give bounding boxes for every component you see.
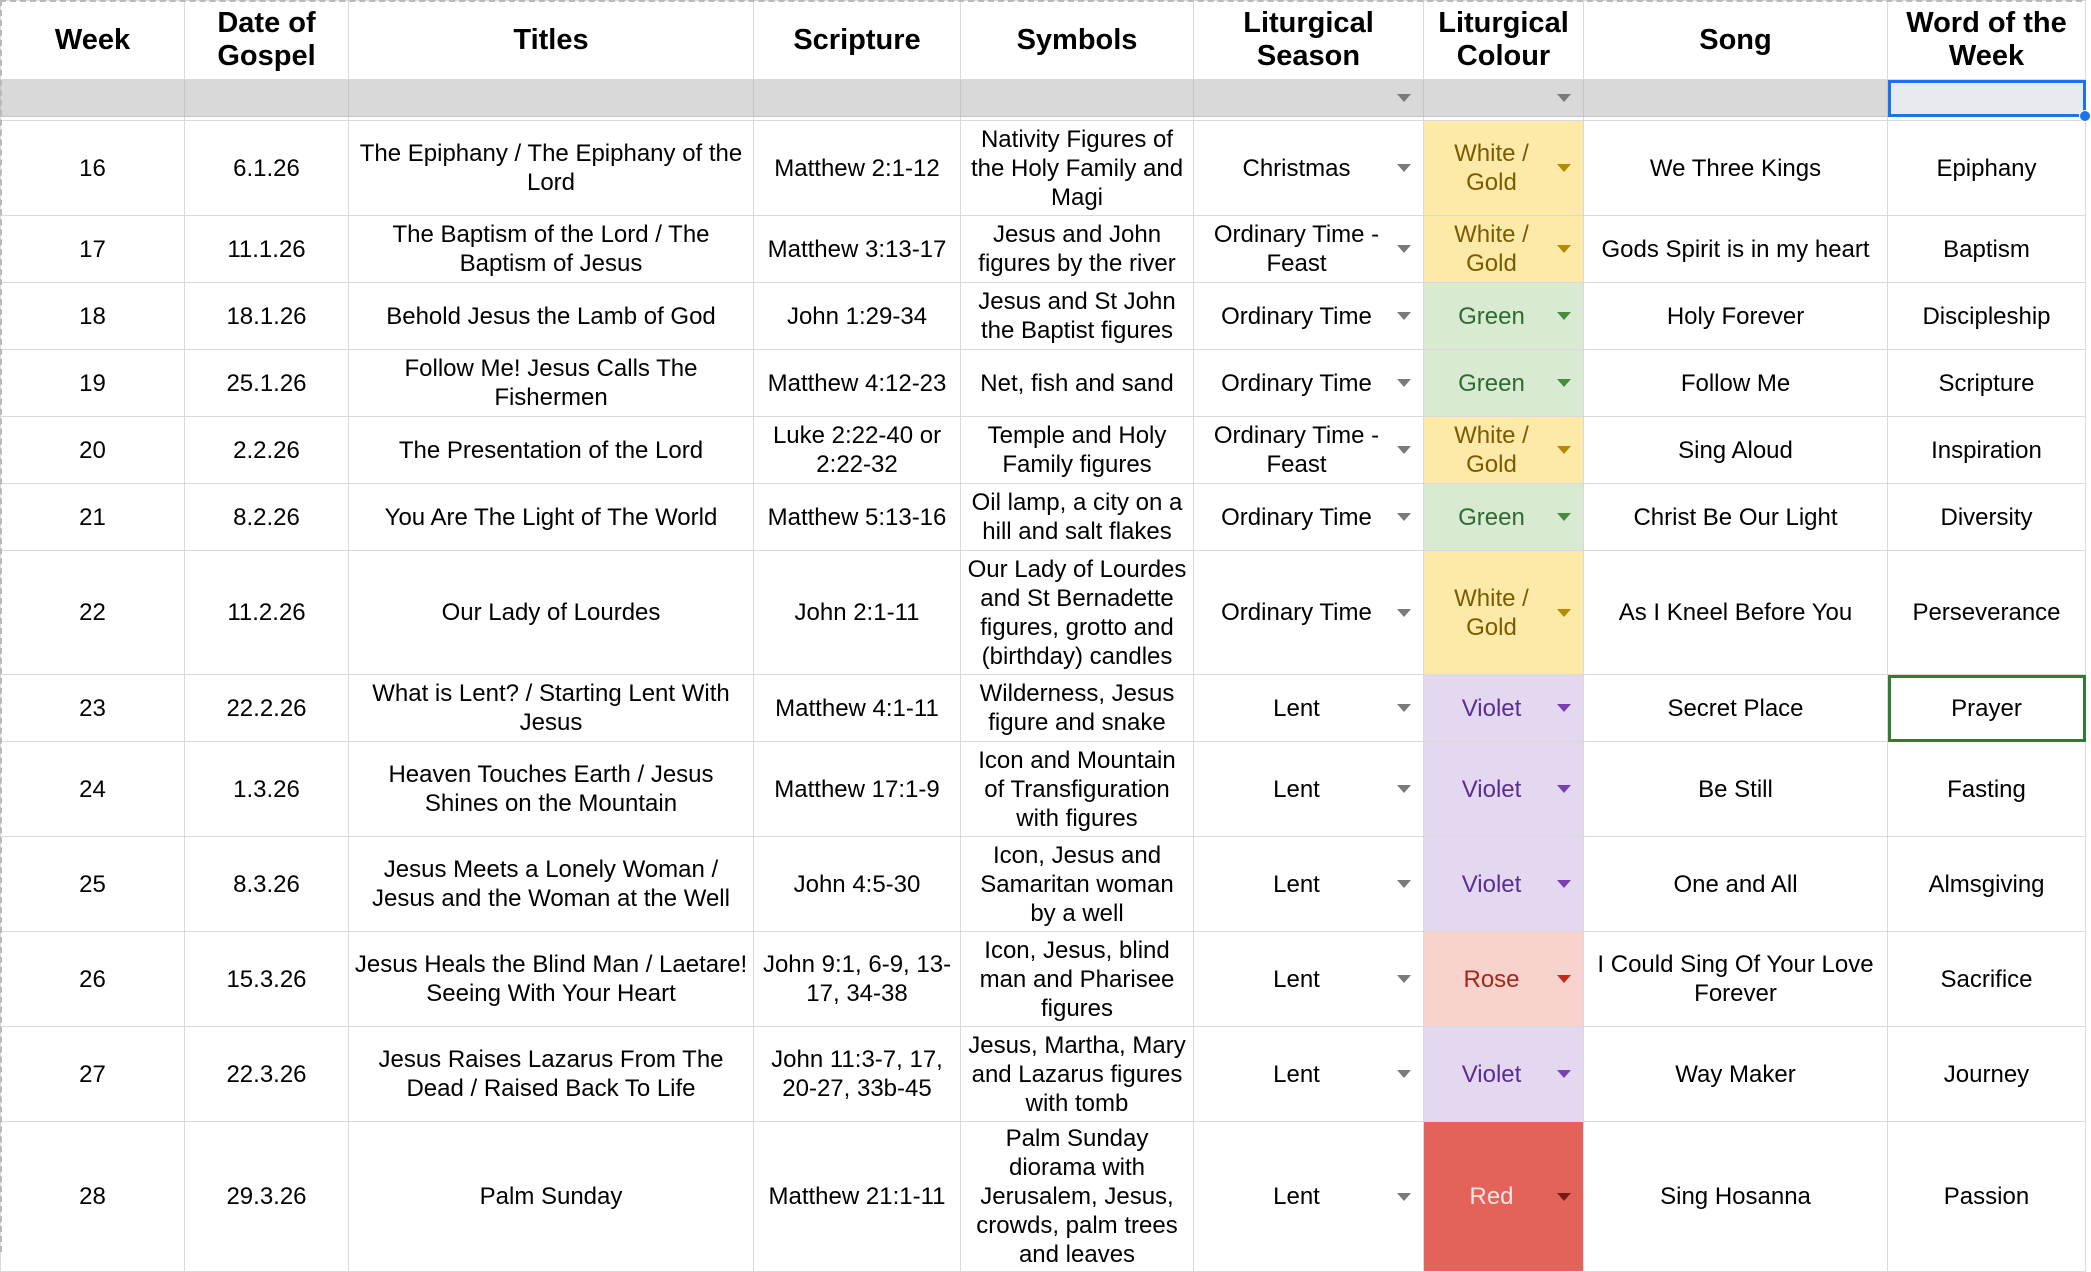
cell-season-dropdown[interactable] — [1194, 932, 1424, 1027]
cell-word[interactable]: Perseverance — [1888, 551, 2086, 675]
cell-title[interactable]: Heaven Touches Earth / Jesus Shines on the Mountain — [349, 742, 754, 837]
dropdown-caret-icon[interactable] — [1397, 1070, 1411, 1078]
cell-title[interactable]: Jesus Meets a Lonely Woman / Jesus and the Woman at the Well — [349, 837, 754, 932]
dropdown-caret-icon[interactable] — [1557, 379, 1571, 387]
cell-song[interactable]: Sing Hosanna — [1584, 1122, 1888, 1272]
cell-week[interactable]: 24 — [1, 742, 185, 837]
cell-title[interactable]: The Baptism of the Lord / The Baptism of Jesus — [349, 216, 754, 283]
cell-symbols[interactable]: Nativity Figures of the Holy Family and Magi — [961, 121, 1194, 216]
table-row — [1, 675, 2086, 742]
cell-colour-dropdown[interactable] — [1424, 121, 1584, 216]
filter-row — [1, 80, 2086, 117]
dropdown-caret-icon[interactable] — [1557, 245, 1571, 253]
header-season[interactable]: Liturgical Season — [1194, 1, 1424, 80]
cell-season-dropdown[interactable] — [1194, 551, 1424, 675]
cell-title[interactable]: Palm Sunday — [349, 1122, 754, 1272]
cell-symbols[interactable]: Oil lamp, a city on a hill and salt flakes — [961, 484, 1194, 551]
cell-week[interactable]: 16 — [1, 121, 185, 216]
cell-scripture[interactable]: John 11:3-7, 17, 20-27, 33b-45 — [754, 1027, 961, 1122]
cell-symbols[interactable]: Jesus and John figures by the river — [961, 216, 1194, 283]
cell-symbols[interactable]: Jesus, Martha, Mary and Lazarus figures with tomb — [961, 1027, 1194, 1122]
cell-colour-dropdown[interactable] — [1424, 837, 1584, 932]
cell-colour-dropdown[interactable] — [1424, 1122, 1584, 1272]
cell-week[interactable]: 18 — [1, 283, 185, 350]
cell-season-dropdown[interactable] — [1194, 484, 1424, 551]
cell-date[interactable]: 6.1.26 — [185, 121, 349, 216]
selected-cell[interactable] — [1888, 80, 2086, 117]
dropdown-caret-icon[interactable] — [1557, 446, 1571, 454]
cell-season-dropdown[interactable] — [1194, 837, 1424, 932]
colour-chip: White / Gold — [1454, 584, 1529, 641]
cell-week[interactable]: 28 — [1, 1122, 185, 1272]
cell-symbols[interactable]: Wilderness, Jesus figure and snake — [961, 675, 1194, 742]
cell-week[interactable]: 26 — [1, 932, 185, 1027]
dropdown-caret-icon[interactable] — [1397, 94, 1411, 102]
dropdown-caret-icon[interactable] — [1397, 880, 1411, 888]
colour-chip: White / Gold — [1454, 422, 1529, 478]
cell-song[interactable]: Gods Spirit is in my heart — [1584, 216, 1888, 283]
cell-title[interactable]: The Presentation of the Lord — [349, 417, 754, 484]
header-word[interactable]: Word of the Week — [1888, 1, 2086, 80]
cell-date[interactable]: 2.2.26 — [185, 417, 349, 484]
table-row — [1, 837, 2086, 932]
dropdown-caret-icon[interactable] — [1397, 513, 1411, 521]
season-value: Christmas — [1242, 154, 1351, 182]
filter-cell-symbols[interactable] — [961, 80, 1194, 117]
season-value: Ordinary Time — [1221, 302, 1372, 330]
cell-title[interactable]: Follow Me! Jesus Calls The Fishermen — [349, 350, 754, 417]
cell-colour-dropdown[interactable] — [1424, 675, 1584, 742]
dropdown-caret-icon[interactable] — [1397, 446, 1411, 454]
cell-colour-dropdown[interactable] — [1424, 216, 1584, 283]
colour-chip: Violet — [1461, 1060, 1522, 1088]
table-row — [1, 417, 2086, 484]
cell-colour-dropdown[interactable] — [1424, 283, 1584, 350]
sheet-left-border — [0, 0, 4, 1252]
cell-song[interactable]: As I Kneel Before You — [1584, 551, 1888, 675]
dropdown-caret-icon[interactable] — [1557, 785, 1571, 793]
cell-word[interactable]: Inspiration — [1888, 417, 2086, 484]
cell-word[interactable]: Epiphany — [1888, 121, 2086, 216]
dropdown-caret-icon[interactable] — [1557, 312, 1571, 320]
table-row — [1, 350, 2086, 417]
cell-date[interactable]: 15.3.26 — [185, 932, 349, 1027]
dropdown-caret-icon[interactable] — [1397, 609, 1411, 617]
cell-scripture[interactable]: John 1:29-34 — [754, 283, 961, 350]
cell-date[interactable]: 25.1.26 — [185, 350, 349, 417]
cell-scripture[interactable]: Matthew 5:13-16 — [754, 484, 961, 551]
cell-word[interactable]: Passion — [1888, 1122, 2086, 1272]
header-song[interactable]: Song — [1584, 1, 1888, 80]
cell-title[interactable]: Jesus Raises Lazarus From The Dead / Raised Back To Life — [349, 1027, 754, 1122]
cell-scripture[interactable]: Matthew 3:13-17 — [754, 216, 961, 283]
cell-song[interactable]: I Could Sing Of Your Love Forever — [1584, 932, 1888, 1027]
cell-symbols[interactable]: Jesus and St John the Baptist figures — [961, 283, 1194, 350]
dropdown-caret-icon[interactable] — [1397, 785, 1411, 793]
cell-colour-dropdown[interactable] — [1424, 1027, 1584, 1122]
cell-title[interactable]: Jesus Heals the Blind Man / Laetare! Seeing With Your Heart — [349, 932, 754, 1027]
cell-week[interactable]: 22 — [1, 551, 185, 675]
header-symbols[interactable]: Symbols — [961, 1, 1194, 80]
cell-date[interactable]: 11.1.26 — [185, 216, 349, 283]
season-value: Ordinary Time - Feast — [1213, 221, 1380, 277]
filter-cell-week[interactable] — [1, 80, 185, 117]
cell-symbols[interactable]: Icon, Jesus, blind man and Pharisee figures — [961, 932, 1194, 1027]
table-row — [1, 283, 2086, 350]
table-row — [1, 121, 2086, 216]
table-row — [1, 932, 2086, 1027]
table-row — [1, 551, 2086, 675]
cell-week[interactable]: 25 — [1, 837, 185, 932]
cell-colour-dropdown[interactable] — [1424, 551, 1584, 675]
cell-word[interactable]: Scripture — [1888, 350, 2086, 417]
cell-scripture[interactable]: Luke 2:22-40 or 2:22-32 — [754, 417, 961, 484]
cell-colour-dropdown[interactable] — [1424, 350, 1584, 417]
table-row — [1, 484, 2086, 551]
cell-week[interactable]: 17 — [1, 216, 185, 283]
cell-season-dropdown[interactable] — [1194, 417, 1424, 484]
fill-handle[interactable] — [2079, 110, 2091, 122]
season-value: Lent — [1273, 965, 1320, 993]
cell-symbols[interactable]: Net, fish and sand — [961, 350, 1194, 417]
cell-season-dropdown[interactable] — [1194, 675, 1424, 742]
cell-date[interactable]: 8.3.26 — [185, 837, 349, 932]
cell-date[interactable]: 1.3.26 — [185, 742, 349, 837]
filter-cell-titles[interactable] — [349, 80, 754, 117]
cell-song[interactable]: Be Still — [1584, 742, 1888, 837]
cell-song[interactable]: Sing Aloud — [1584, 417, 1888, 484]
table-row — [1, 216, 2086, 283]
cell-week[interactable]: 27 — [1, 1027, 185, 1122]
cell-season-dropdown[interactable] — [1194, 350, 1424, 417]
dropdown-caret-icon[interactable] — [1557, 513, 1571, 521]
filter-cell-colour[interactable] — [1424, 80, 1584, 117]
header-titles[interactable]: Titles — [349, 1, 754, 80]
cell-date[interactable]: 29.3.26 — [185, 1122, 349, 1272]
cell-title[interactable]: You Are The Light of The World — [349, 484, 754, 551]
header-scripture[interactable]: Scripture — [754, 1, 961, 80]
cell-season-dropdown[interactable] — [1194, 216, 1424, 283]
cell-colour-dropdown[interactable] — [1424, 417, 1584, 484]
dropdown-caret-icon[interactable] — [1557, 609, 1571, 617]
season-value: Ordinary Time — [1221, 369, 1372, 397]
cell-week[interactable]: 19 — [1, 350, 185, 417]
filter-cell-song[interactable] — [1584, 80, 1888, 117]
cell-date[interactable]: 22.3.26 — [185, 1027, 349, 1122]
dropdown-caret-icon[interactable] — [1557, 164, 1571, 172]
cell-season-dropdown[interactable] — [1194, 1122, 1424, 1272]
season-value: Lent — [1273, 775, 1320, 803]
colour-chip: Green — [1458, 302, 1525, 330]
dropdown-caret-icon[interactable] — [1557, 1070, 1571, 1078]
cell-week[interactable]: 23 — [1, 675, 185, 742]
colour-chip: Violet — [1461, 870, 1522, 898]
cell-week[interactable]: 20 — [1, 417, 185, 484]
dropdown-caret-icon[interactable] — [1397, 1193, 1411, 1201]
cell-symbols[interactable]: Temple and Holy Family figures — [961, 417, 1194, 484]
cell-symbols[interactable]: Our Lady of Lourdes and St Bernadette figures, grotto and (birthday) candles — [961, 551, 1194, 675]
cell-colour-dropdown[interactable] — [1424, 742, 1584, 837]
season-value: Lent — [1273, 694, 1320, 722]
cell-song[interactable]: One and All — [1584, 837, 1888, 932]
cell-word[interactable]: Sacrifice — [1888, 932, 2086, 1027]
cell-song[interactable]: Follow Me — [1584, 350, 1888, 417]
dropdown-caret-icon[interactable] — [1557, 975, 1571, 983]
table-row — [1, 742, 2086, 837]
header-colour[interactable]: Liturgical Colour — [1424, 1, 1584, 80]
dropdown-caret-icon[interactable] — [1397, 379, 1411, 387]
header-date[interactable]: Date of Gospel — [185, 1, 349, 80]
colour-chip: White / Gold — [1454, 221, 1529, 277]
cell-season-dropdown[interactable] — [1194, 742, 1424, 837]
season-value: Ordinary Time — [1221, 599, 1372, 626]
cell-colour-dropdown[interactable] — [1424, 932, 1584, 1027]
cell-song[interactable]: Secret Place — [1584, 675, 1888, 742]
cell-song[interactable]: We Three Kings — [1584, 121, 1888, 216]
cell-scripture[interactable]: Matthew 21:1-11 — [754, 1122, 961, 1272]
season-value: Ordinary Time - Feast — [1213, 422, 1380, 478]
cell-season-dropdown[interactable] — [1194, 283, 1424, 350]
cell-date[interactable]: 11.2.26 — [185, 551, 349, 675]
table-row — [1, 1122, 2086, 1272]
dropdown-caret-icon[interactable] — [1397, 975, 1411, 983]
cell-song[interactable]: Christ Be Our Light — [1584, 484, 1888, 551]
cell-colour-dropdown[interactable] — [1424, 484, 1584, 551]
dropdown-caret-icon[interactable] — [1397, 312, 1411, 320]
filter-cell-date[interactable] — [185, 80, 349, 117]
dropdown-caret-icon[interactable] — [1557, 94, 1571, 102]
cell-word[interactable]: Journey — [1888, 1027, 2086, 1122]
cell-symbols[interactable]: Icon, Jesus and Samaritan woman by a well — [961, 837, 1194, 932]
cell-word[interactable]: Diversity — [1888, 484, 2086, 551]
cell-scripture[interactable]: John 4:5-30 — [754, 837, 961, 932]
season-value: Lent — [1273, 1060, 1320, 1088]
cell-date[interactable]: 18.1.26 — [185, 283, 349, 350]
cell-season-dropdown[interactable] — [1194, 1027, 1424, 1122]
cell-title[interactable]: The Epiphany / The Epiphany of the Lord — [349, 121, 754, 216]
cell-title[interactable]: What is Lent? / Starting Lent With Jesus — [349, 675, 754, 742]
cell-date[interactable]: 22.2.26 — [185, 675, 349, 742]
colour-chip: Violet — [1461, 775, 1522, 803]
cell-symbols[interactable]: Icon and Mountain of Transfiguration with figures — [961, 742, 1194, 837]
sheet-top-border — [0, 0, 2082, 4]
dropdown-caret-icon[interactable] — [1557, 880, 1571, 888]
cell-scripture[interactable]: Matthew 4:12-23 — [754, 350, 961, 417]
season-value: Ordinary Time — [1221, 503, 1372, 531]
header-week[interactable]: Week — [1, 1, 185, 80]
dropdown-caret-icon[interactable] — [1557, 1193, 1571, 1201]
dropdown-caret-icon[interactable] — [1397, 245, 1411, 253]
cell-week[interactable]: 21 — [1, 484, 185, 551]
colour-chip: Violet — [1461, 694, 1522, 722]
cell-date[interactable]: 8.2.26 — [185, 484, 349, 551]
cell-scripture[interactable]: John 9:1, 6-9, 13-17, 34-38 — [754, 932, 961, 1027]
filter-cell-season[interactable] — [1194, 80, 1424, 117]
active-cell-word[interactable]: Prayer — [1888, 675, 2086, 742]
dropdown-caret-icon[interactable] — [1557, 704, 1571, 712]
cell-word[interactable]: Almsgiving — [1888, 837, 2086, 932]
cell-title[interactable]: Behold Jesus the Lamb of God — [349, 283, 754, 350]
colour-chip: White / Gold — [1454, 140, 1529, 196]
cell-word[interactable]: Baptism — [1888, 216, 2086, 283]
cell-scripture[interactable]: Matthew 4:1-11 — [754, 675, 961, 742]
header-row — [1, 1, 2086, 80]
filter-cell-scripture[interactable] — [754, 80, 961, 117]
cell-song[interactable]: Holy Forever — [1584, 283, 1888, 350]
season-value: Lent — [1273, 870, 1320, 898]
cell-word[interactable]: Discipleship — [1888, 283, 2086, 350]
cell-scripture[interactable]: Matthew 17:1-9 — [754, 742, 961, 837]
cell-word[interactable]: Fasting — [1888, 742, 2086, 837]
cell-song[interactable]: Way Maker — [1584, 1027, 1888, 1122]
table-row — [1, 1027, 2086, 1122]
dropdown-caret-icon[interactable] — [1397, 164, 1411, 172]
cell-season-dropdown[interactable] — [1194, 121, 1424, 216]
season-value: Lent — [1273, 1183, 1320, 1210]
cell-title[interactable]: Our Lady of Lourdes — [349, 551, 754, 675]
cell-scripture[interactable]: John 2:1-11 — [754, 551, 961, 675]
colour-chip: Green — [1458, 503, 1525, 531]
cell-symbols[interactable]: Palm Sunday diorama with Jerusalem, Jesus, crowds, palm trees and leaves — [961, 1122, 1194, 1272]
colour-chip: Rose — [1463, 965, 1520, 993]
dropdown-caret-icon[interactable] — [1397, 704, 1411, 712]
colour-chip: Green — [1458, 369, 1525, 397]
cell-scripture[interactable]: Matthew 2:1-12 — [754, 121, 961, 216]
colour-chip: Red — [1469, 1183, 1514, 1210]
grid-body — [1, 1, 2086, 1272]
